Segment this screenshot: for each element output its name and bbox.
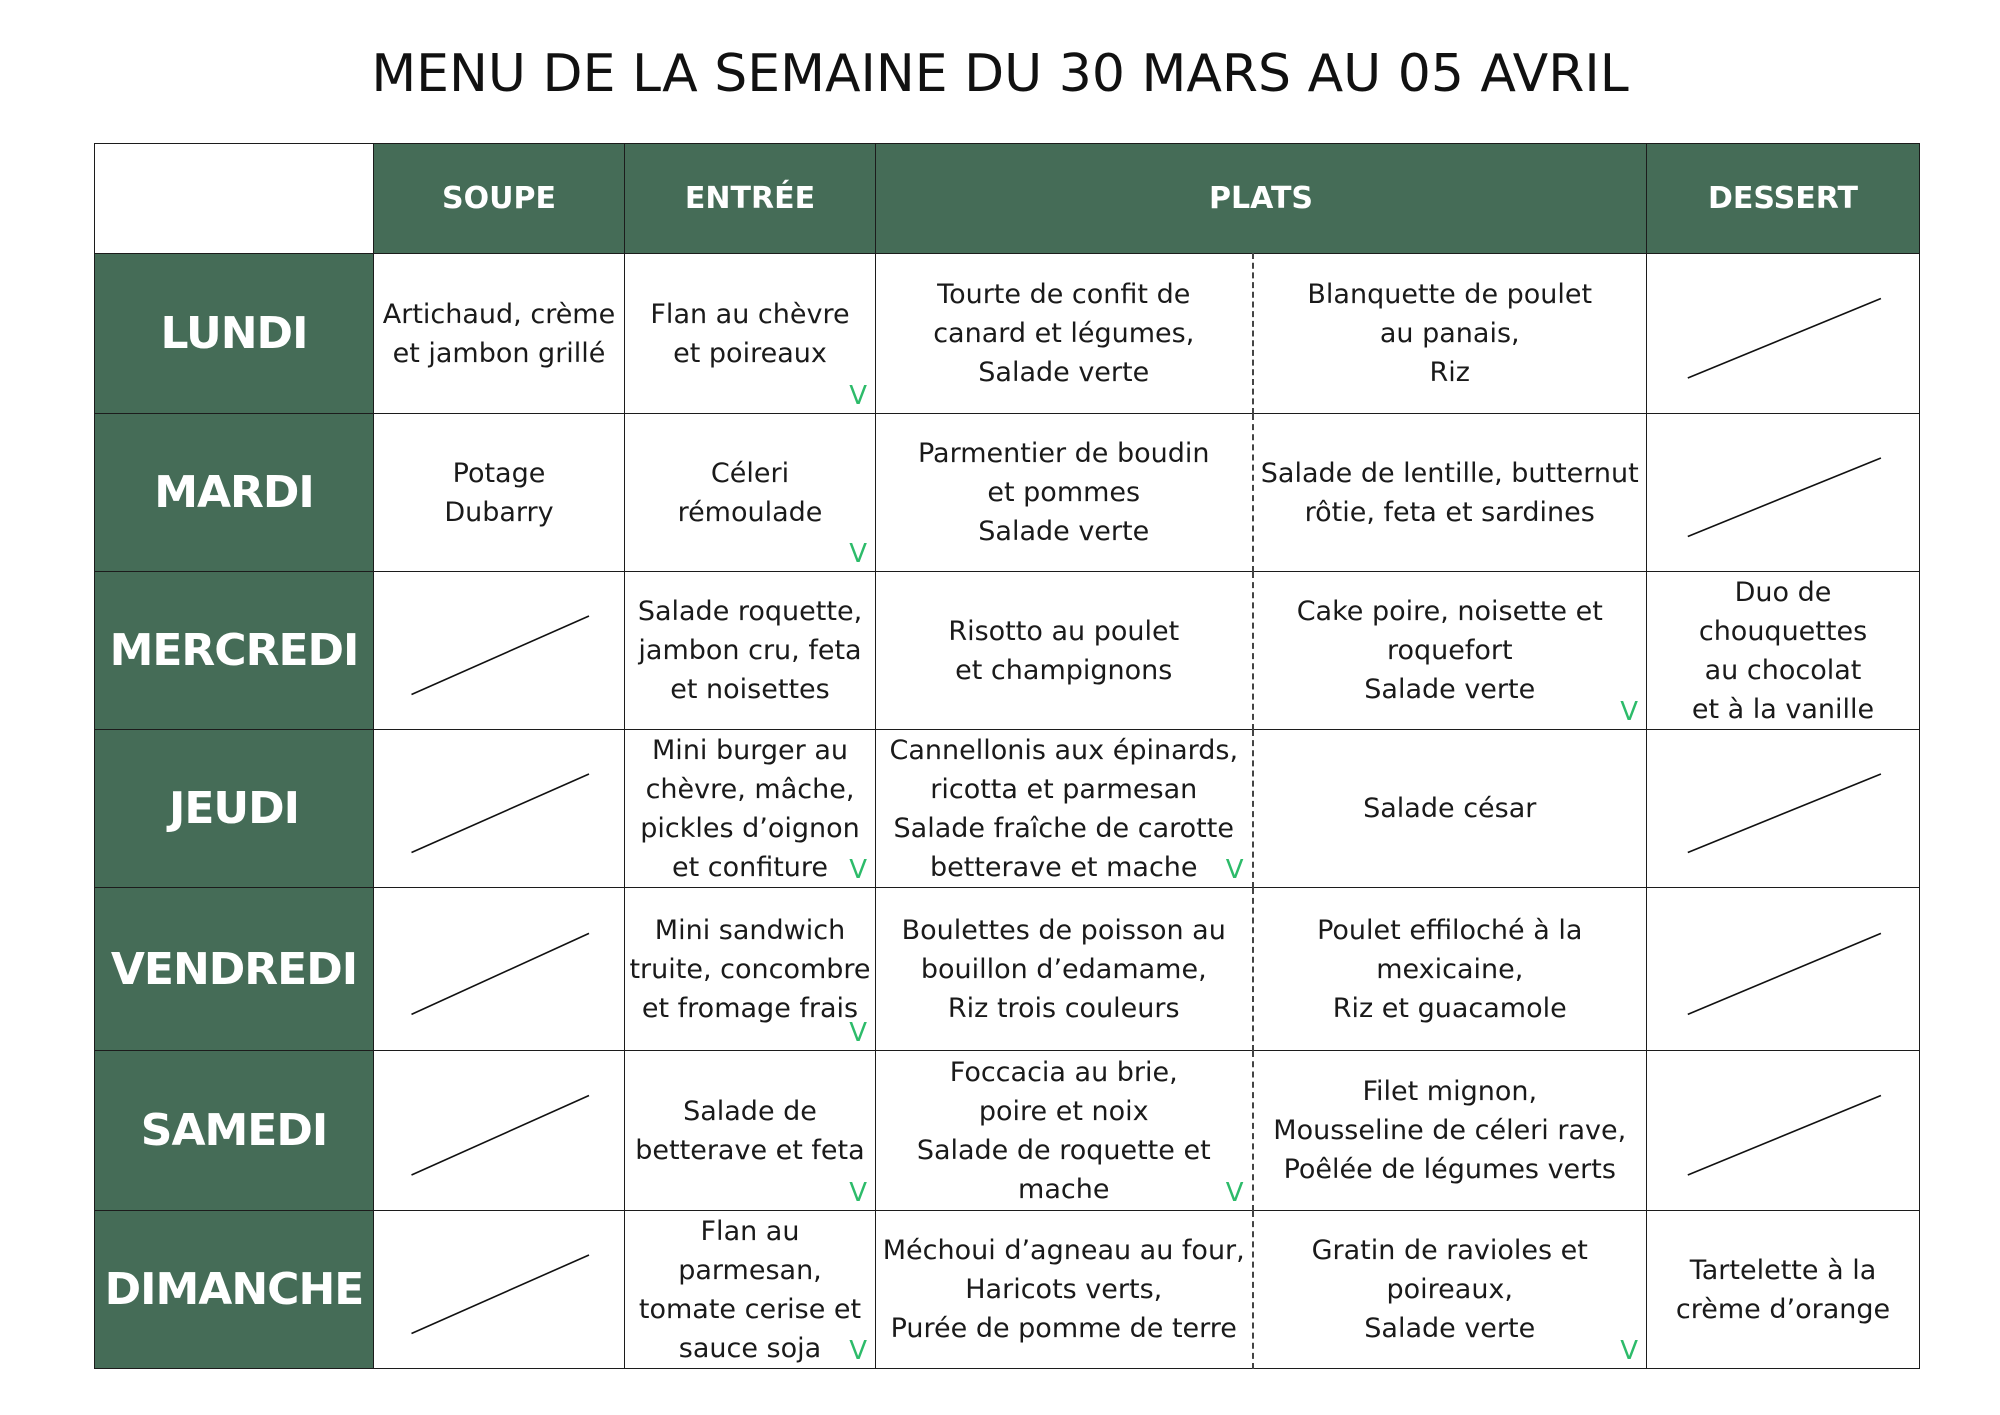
menu-cell-plat1 [876,888,1253,1051]
menu-cell-plat1 [876,1051,1253,1211]
empty-slash-icon [374,1211,624,1368]
menu-cell-plat1 [876,414,1253,572]
menu-cell-plat1 [876,254,1253,414]
menu-cell-plat2 [1253,572,1647,730]
menu-cell-dessert [1647,1211,1920,1369]
dish-text: Tourte de confit de canard et légumes, Salade verte [933,279,1195,388]
vegetarian-mark: V [849,1336,867,1366]
dish-text: Foccacia au brie, poire et noix Salade de roquette et mache [916,1056,1211,1205]
menu-cell-entree [625,1211,876,1369]
menu-cell-soupe [374,1051,625,1211]
dish-text: Poulet effiloché à la mexicaine, Riz et guacamole [1317,914,1583,1024]
header-soupe: SOUPE [374,144,625,254]
day-label: SAMEDI [95,1051,374,1211]
dish-text: Parmentier de boudin et pommes Salade verte [917,438,1210,547]
dish-text: Potage Dubarry [444,457,554,528]
menu-cell-entree [625,888,876,1051]
dish-text: Céleri rémoulade [677,457,823,528]
menu-cell-plat2 [1253,254,1647,414]
day-label: DIMANCHE [95,1211,374,1369]
empty-slash-icon [374,888,624,1050]
day-label: MERCREDI [95,572,374,730]
day-row [95,1051,1920,1211]
corner-cell [95,144,374,254]
empty-slash-icon [374,572,624,729]
menu-cell-dessert [1647,730,1920,888]
dish-text: Tartelette à la crème d’orange [1675,1254,1891,1325]
menu-cell-dessert [1647,572,1920,730]
empty-slash-icon [1647,254,1919,413]
day-label: LUNDI [95,254,374,414]
menu-cell-dessert [1647,414,1920,572]
vegetarian-mark: V [849,1178,867,1208]
dish-text: Cannellonis aux épinards, ricotta et parmesan Salade fraîche de carotte betterave et mache [889,734,1239,883]
menu-cell-soupe [374,572,625,730]
dish-text: Cake poire, noisette et roquefort Salade verte [1296,596,1603,705]
menu-cell-plat2 [1253,1051,1647,1211]
menu-cell-plat2 [1253,888,1647,1051]
dish-text: Mini sandwich truite, concombre et fromage frais [629,914,871,1024]
menu-cell-dessert [1647,888,1920,1051]
vegetarian-mark: V [1225,855,1244,885]
day-label: MARDI [95,414,374,572]
menu-cell-soupe [374,254,625,414]
vegetarian-mark: V [849,855,867,885]
day-row [95,572,1920,730]
dish-text: Flan au parmesan, tomate cerise et sauce soja [638,1215,862,1364]
day-row [95,1211,1920,1369]
dish-text: Salade césar [1363,793,1537,824]
vegetarian-mark: V [849,539,867,569]
empty-slash-icon [1647,888,1919,1050]
vegetarian-mark: V [1620,1336,1638,1366]
dish-text: Méchoui d’agneau au four, Haricots verts, Purée de pomme de terre [882,1235,1245,1344]
menu-cell-soupe [374,730,625,888]
menu-cell-plat2 [1253,1211,1647,1369]
menu-cell-entree [625,1051,876,1211]
day-label: JEUDI [95,730,374,888]
vegetarian-mark: V [1620,697,1638,727]
empty-slash-icon [374,730,624,887]
header-row [95,144,1920,254]
menu-cell-soupe [374,414,625,572]
empty-slash-icon [374,1051,624,1210]
header-plats: PLATS [876,144,1647,254]
day-row [95,414,1920,572]
dish-text: Gratin de ravioles et poireaux, Salade verte [1311,1235,1588,1344]
day-row [95,254,1920,414]
menu-cell-plat1 [876,1211,1253,1369]
empty-slash-icon [1647,730,1919,887]
empty-slash-icon [1647,414,1919,571]
menu-cell-plat1 [876,572,1253,730]
menu-cell-entree [625,254,876,414]
dish-text: Mini burger au chèvre, mâche, pickles d’oignon et confiture [640,734,860,883]
header-entree: ENTRÉE [625,144,876,254]
header-dessert: DESSERT [1647,144,1920,254]
vegetarian-mark: V [1225,1178,1244,1208]
empty-slash-icon [1647,1051,1919,1210]
dish-text: Boulettes de poisson au bouillon d’edamame, Riz trois couleurs [901,914,1226,1024]
dish-text: Artichaud, crème et jambon grillé [382,298,616,369]
dish-text: Flan au chèvre et poireaux [650,298,850,369]
menu-cell-dessert [1647,254,1920,414]
page-title: MENU DE LA SEMAINE DU 30 MARS AU 05 AVRIL [371,44,1629,104]
dish-text: Salade de lentille, butternut rôtie, feta et sardines [1260,457,1639,528]
menu-cell-plat1 [876,730,1253,888]
day-row [95,730,1920,888]
menu-cell-plat2 [1253,414,1647,572]
dish-text: Salade de betterave et feta [635,1095,865,1166]
menu-cell-soupe [374,1211,625,1369]
menu-cell-soupe [374,888,625,1051]
dish-text: Salade roquette, jambon cru, feta et noisettes [637,596,863,705]
dish-text: Duo de chouquettes au chocolat et à la vanille [1691,576,1875,725]
dish-text: Filet mignon, Mousseline de céleri rave, Poêlée de légumes verts [1273,1076,1627,1185]
weekly-menu-table [94,143,1920,1369]
day-label: VENDREDI [95,888,374,1051]
vegetarian-mark: V [849,1018,867,1048]
menu-cell-entree [625,572,876,730]
menu-cell-entree [625,730,876,888]
menu-cell-plat2 [1253,730,1647,888]
vegetarian-mark: V [849,381,867,411]
menu-cell-entree [625,414,876,572]
dish-text: Blanquette de poulet au panais, Riz [1307,279,1593,388]
menu-cell-dessert [1647,1051,1920,1211]
dish-text: Risotto au poulet et champignons [948,615,1180,686]
day-row [95,888,1920,1051]
